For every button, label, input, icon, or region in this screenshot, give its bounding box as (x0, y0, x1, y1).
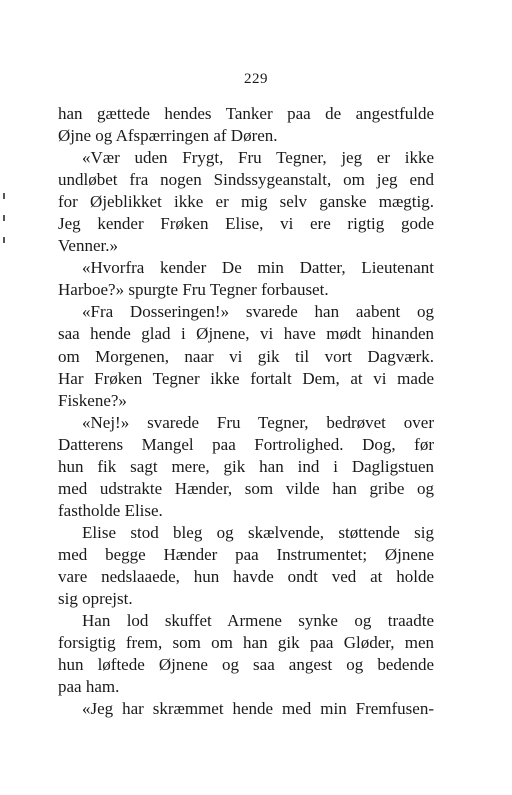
text-line: fastholde Elise. (58, 500, 163, 520)
text-line: «Hvorfra kender De min Datter, Lieutenant (82, 258, 434, 278)
text-line: Venner.» (58, 236, 118, 256)
body-text (58, 103, 434, 720)
text-line: saa hende glad i Øjnene, vi have mødt hinanden (58, 324, 434, 344)
text-line: Datterens Mangel paa Fortrolighed. Dog, før (58, 434, 434, 454)
page-number: 229 (244, 71, 268, 87)
text-line: Han lod skuffet Armene synke og traadte (82, 611, 434, 631)
text-line: med begge Hænder paa Instrumentet; Øjnene (58, 544, 434, 564)
margin-mark (3, 237, 5, 243)
text-line: hun løftede Øjnene og saa angest og bedende (58, 655, 434, 675)
text-line: «Vær uden Frygt, Fru Tegner, jeg er ikke (82, 148, 434, 168)
text-line: Har Frøken Tegner ikke fortalt Dem, at vi made (58, 368, 434, 388)
text-line: med udstrakte Hænder, som vilde han gribe og (58, 478, 434, 498)
text-line: Harboe?» spurgte Fru Tegner forbauset. (58, 280, 329, 300)
text-line: undløbet fra nogen Sindssygeanstalt, om jeg end (58, 170, 434, 190)
text-line: Fiskene?» (58, 390, 127, 410)
text-line: hun fik sagt mere, gik han ind i Dagligstuen (58, 456, 434, 476)
text-line: Jeg kender Frøken Elise, vi ere rigtig gode (58, 214, 434, 234)
margin-mark (3, 193, 5, 199)
margin-mark (3, 215, 5, 221)
text-line: Øjne og Afspærringen af Døren. (58, 126, 278, 146)
text-line: han gættede hendes Tanker paa de angestfulde (58, 104, 434, 123)
text-line: om Morgenen, naar vi gik til vort Dagværk. (58, 346, 434, 366)
text-line: sig oprejst. (58, 589, 133, 609)
text-line: Elise stod bleg og skælvende, støttende sig (82, 522, 434, 542)
text-line: «Nej!» svarede Fru Tegner, bedrøvet over (82, 412, 434, 432)
text-line: «Fra Dosseringen!» svarede han aabent og (82, 302, 434, 322)
text-line: vare nedslaaede, hun havde ondt ved at holde (58, 566, 434, 586)
text-line: paa ham. (58, 677, 120, 697)
text-line: «Jeg har skræmmet hende med min Fremfusen- (82, 699, 434, 719)
text-line: for Øjeblikket ikke er mig selv ganske mægtig. (58, 192, 434, 212)
text-line: forsigtig frem, som om han gik paa Gløder, men (58, 633, 434, 653)
